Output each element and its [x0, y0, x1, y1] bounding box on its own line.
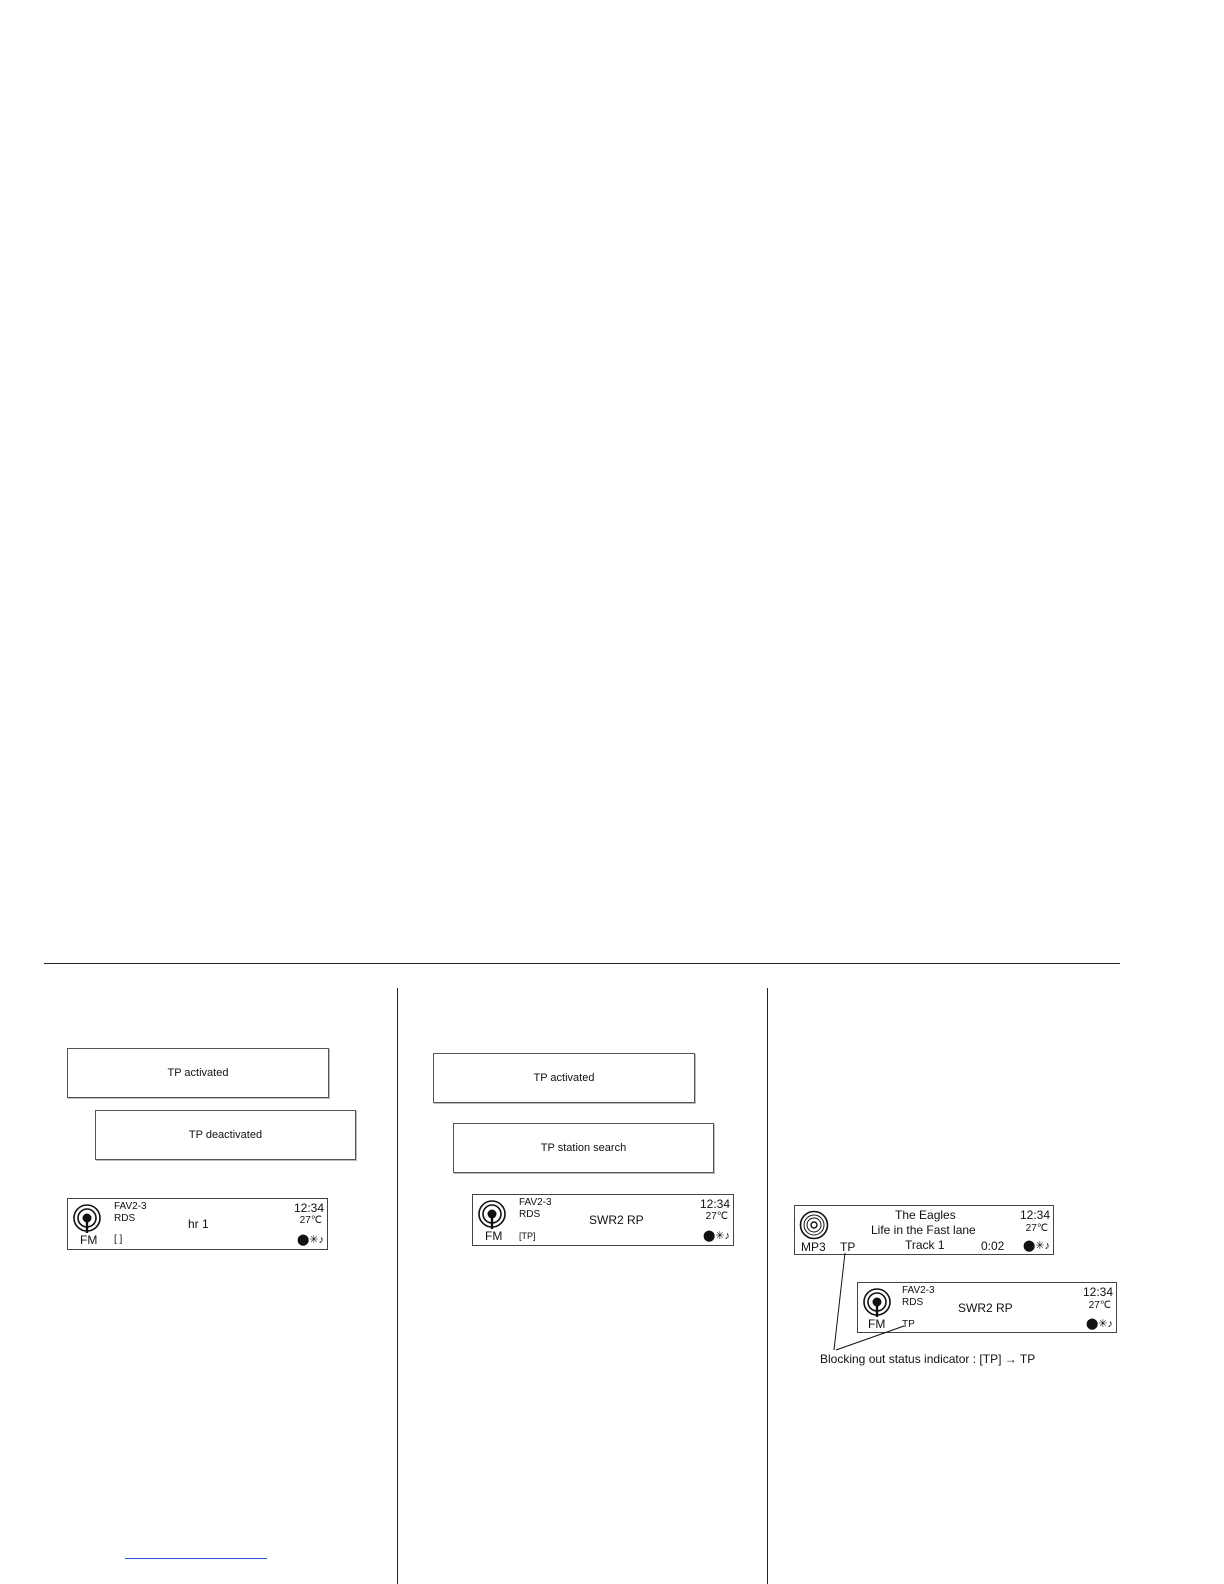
- preset-label: FAV2-3: [902, 1285, 935, 1296]
- temperature: 27℃: [1088, 1300, 1111, 1311]
- band-label: MP3: [801, 1240, 826, 1254]
- elapsed-time: 0:02: [981, 1239, 1005, 1253]
- preset-label: FAV2-3: [519, 1197, 552, 1208]
- popup-text: TP deactivated: [188, 1129, 263, 1141]
- rds-label: RDS: [114, 1213, 136, 1224]
- temperature: 27℃: [1025, 1223, 1048, 1234]
- blocking-status-caption: Blocking out status indicator : [TP] → TP: [820, 1352, 1036, 1366]
- tp-indicator: [ ]: [114, 1234, 123, 1245]
- popup-text: TP station search: [540, 1142, 627, 1154]
- status-icons: ⬤✳♪: [296, 1234, 324, 1246]
- clock: 12:34: [699, 1197, 730, 1211]
- temperature: 27℃: [299, 1215, 322, 1226]
- station-name: SWR2 RP: [589, 1213, 644, 1227]
- station-name: hr 1: [188, 1217, 209, 1231]
- preset-label: FAV2-3: [114, 1201, 147, 1212]
- status-icons: ⬤✳♪: [1022, 1240, 1050, 1252]
- popup-text: TP activated: [167, 1067, 229, 1079]
- band-label: FM: [80, 1233, 98, 1247]
- tp-indicator: [TP]: [519, 1231, 536, 1241]
- rds-label: RDS: [519, 1209, 541, 1220]
- clock: 12:34: [1082, 1285, 1113, 1299]
- clock: 12:34: [293, 1201, 324, 1215]
- temperature: 27℃: [705, 1211, 728, 1222]
- band-label: FM: [485, 1229, 503, 1243]
- track-number: Track 1: [905, 1238, 945, 1252]
- tp-indicator: TP: [840, 1240, 856, 1254]
- popup-text: TP activated: [533, 1072, 595, 1084]
- artist-name: The Eagles: [895, 1208, 956, 1222]
- status-icons: ⬤✳♪: [702, 1230, 730, 1242]
- band-label: FM: [868, 1317, 886, 1331]
- song-title: Life in the Fast lane: [871, 1223, 976, 1237]
- status-icons: ⬤✳♪: [1085, 1318, 1113, 1330]
- station-name: SWR2 RP: [958, 1301, 1013, 1315]
- tp-indicator: TP: [902, 1319, 915, 1330]
- rds-label: RDS: [902, 1297, 924, 1308]
- clock: 12:34: [1019, 1208, 1050, 1222]
